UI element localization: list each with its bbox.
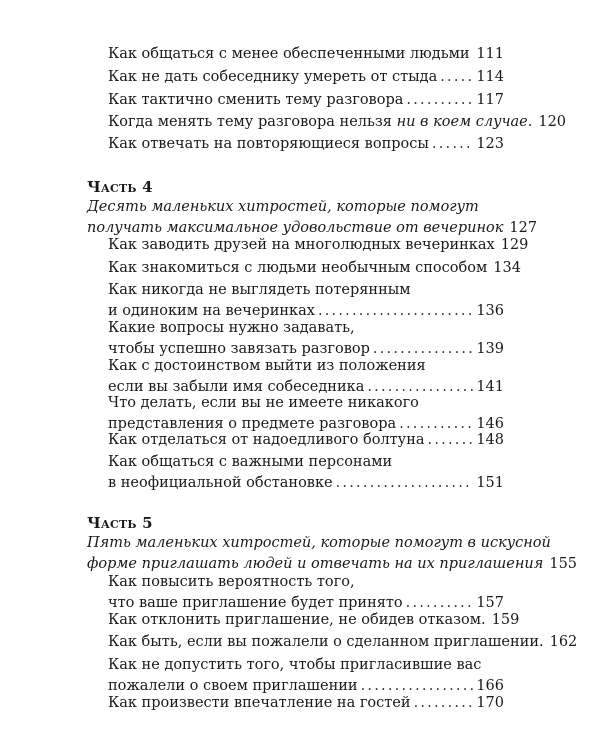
entry-title: представления о предмете разговора [108,416,397,432]
dot-leader [440,67,473,88]
page-number: 157 [476,595,504,611]
page-number: 120 [538,114,567,130]
page-number: 134 [493,260,521,276]
entry-title: Какие вопросы нужно задавать, [108,320,355,336]
page-number: 159 [491,612,520,628]
entry-title-tail: . [527,114,533,130]
entry-title: Как не дать собеседнику умереть от стыда [108,69,438,85]
toc-entry[interactable] [108,318,504,360]
page-number: 170 [476,695,504,711]
entry-title: Как отвечать на повторяющиеся вопросы [108,136,429,152]
part-4-title: Часть 4 [87,178,153,196]
entry-title: Как не допустить того, чтобы пригласившие вас [108,657,482,673]
part-5-title: Часть 5 [87,514,153,532]
toc-entry[interactable] [108,655,504,697]
toc-entry[interactable] [108,258,521,279]
entry-title: Как общаться с менее обеспеченными людьми [108,46,470,62]
entry-title: Как общаться с важными персонами [108,454,393,470]
toc-entry[interactable] [108,90,504,111]
toc-entry[interactable] [108,693,504,714]
toc-entry[interactable] [108,235,529,256]
toc-entry[interactable] [108,452,504,494]
dot-leader [414,693,474,714]
entry-title: пожалели о своем приглашении [108,678,358,694]
page-number: 155 [549,556,578,572]
entry-title: Как произвести впечатление на гостей [108,695,411,711]
part-subtitle-line: получать максимальное удовольствие от вечеринок [87,220,504,236]
toc-entry[interactable] [108,632,578,653]
entry-title: что ваше приглашение будет принято [108,595,403,611]
page-number: 123 [476,136,504,152]
dot-leader [406,90,473,111]
entry-title-main: Когда менять тему разговора нельзя [108,114,397,130]
toc-entry[interactable] [108,280,504,322]
entry-title: Как тактично сменить тему разговора [108,92,404,108]
toc-entry[interactable] [108,572,504,614]
entry-title: Что делать, если вы не имеете никакого [108,395,419,411]
entry-title: Как заводить друзей на многолюдных вечеринках [108,237,495,253]
entry-title: если вы забыли имя собеседника [108,379,365,395]
entry-title: Как знакомиться с людьми необычным способом [108,260,488,276]
page-number: 141 [476,379,504,395]
toc-entry[interactable] [108,393,504,435]
entry-title: Как повысить вероятность того, [108,574,355,590]
page-number: 151 [476,475,504,491]
entry-title: чтобы успешно завязать разговор [108,341,370,357]
page-number: 166 [476,678,504,694]
page-number: 129 [500,237,529,253]
part-subtitle-line: форме приглашать людей и отвечать на их приглашения [87,556,544,572]
page-number: 127 [509,220,538,236]
dot-leader [473,44,474,65]
part-5-subtitle[interactable] [87,533,578,575]
page-number: 148 [476,432,504,448]
page-number: 162 [549,634,578,650]
toc-entry[interactable] [108,430,504,451]
part-subtitle-line: Пять маленьких хитростей, которые помогут в искусной [87,535,551,551]
entry-title: Как быть, если вы пожалели о сделанном приглашении. [108,634,544,650]
page-number: 146 [476,416,504,432]
toc-entry[interactable] [108,134,504,155]
toc-entry[interactable] [108,112,567,133]
part-4-subtitle[interactable] [87,197,538,239]
entry-title [108,112,532,133]
entry-title: Как отклонить приглашение, не обидев отказом. [108,612,486,628]
page-number: 114 [476,69,504,85]
dot-leader [432,134,473,155]
entry-title: Как никогда не выглядеть потерянным [108,282,411,298]
entry-title: и одиноким на вечеринках [108,303,315,319]
toc-entry[interactable] [108,67,504,88]
toc-entry[interactable] [108,610,520,631]
entry-title: Как с достоинством выйти из положения [108,358,426,374]
toc-entry[interactable] [108,356,504,398]
part-subtitle-line: Десять маленьких хитростей, которые помогут [87,199,479,215]
page-number: 117 [476,92,504,108]
toc-entry[interactable] [108,44,504,65]
entry-title: в неофициальной обстановке [108,475,333,491]
page-number: 136 [476,303,504,319]
dot-leader [336,473,474,494]
page-number: 111 [476,46,504,62]
page-number: 139 [476,341,504,357]
entry-title-emphasis: ни в коем случае [396,114,528,130]
dot-leader [428,430,474,451]
entry-title: Как отделаться от надоедливого болтуна [108,432,425,448]
